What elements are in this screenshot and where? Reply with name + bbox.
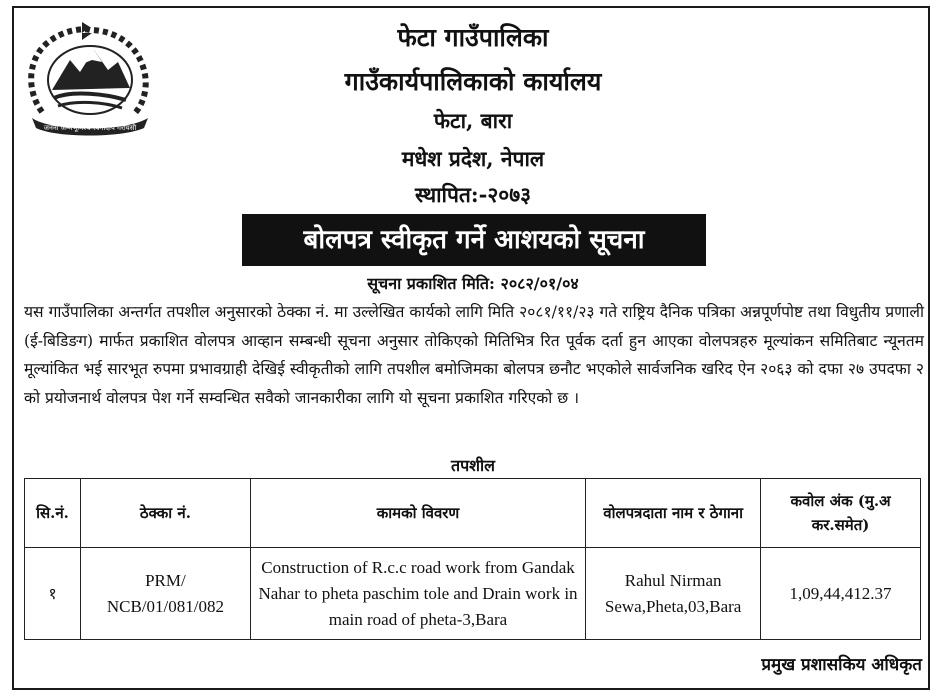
table-header-row xyxy=(25,479,921,548)
header-bidder: वोलपत्रदाता नाम र ठेगाना xyxy=(586,479,761,548)
province: मधेश प्रदेश, नेपाल xyxy=(401,146,545,171)
table-caption: तपशील xyxy=(450,456,496,475)
office-name: फेटा गाउँपालिका xyxy=(397,23,549,52)
executive-office: गाउँकार्यपालिकाको कार्यालय xyxy=(344,67,602,96)
established-year: स्थापित:-२०७३ xyxy=(414,182,532,207)
published-date: सूचना प्रकाशित मिति: २०८२/०१/०४ xyxy=(367,274,579,293)
cell-amount: 1,09,44,412.37 xyxy=(761,548,921,640)
cell-description: Construction of R.c.c road work from Gandak Nahar to pheta paschim tole and Drain work in main road of pheta-3,Bara xyxy=(250,548,585,640)
cell-bidder: Rahul Nirman Sewa,Pheta,03,Bara xyxy=(586,548,761,640)
notice-title: बोलपत्र स्वीकृत गर्ने आशयको सूचना xyxy=(242,214,706,266)
details-table xyxy=(24,478,921,640)
header-sn: सि.नं. xyxy=(25,479,81,548)
cell-contract-no: PRM/ NCB/01/081/082 xyxy=(80,548,250,640)
signatory: प्रमुख प्रशासकिय अधिकृत xyxy=(761,655,922,675)
header-amount: कवोल अंक (मु.अ कर.समेत) xyxy=(761,479,921,548)
emblem-motto: जननी जन्मभूमिश्च स्वर्गादपि गरीयसी xyxy=(43,124,137,132)
office-address: फेटा, बारा xyxy=(433,108,513,133)
header-contract-no: ठेक्का नं. xyxy=(80,479,250,548)
cell-sn: १ xyxy=(25,548,81,640)
notice-body: यस गाउँपालिका अन्तर्गत तपशील अनुसारको ठेक्का नं. मा उल्लेखित कार्यको लागि मिति २०८१/११/२३ गते राष्ट्रिय दैनिक पत्रिका अन्नपूर्णपोष्ट तथा विधुतीय प्रणाली (ई-बिडिङग) मार्फत प्रकाशित वोलपत्र आव्हान सम्बन्धी सूचना अनुसार तोकिएको मितिभित्र रित पूर्वक दर्ता हुन आएका वोलपत्रहरु मूल्यांकन समितिबाट न्यूनतम मूल्यांकित भई सारभूत रुपमा प्रभावग्राही देखिई स्वीकृतीको लागि तपशील बमोजिमका बोलपत्र छनौट भएकोले सार्वजनिक खरिद ऐन २०६३ को दफा २७ उपदफा २ को प्रयोजनार्थ वोलपत्र पेश गर्ने सम्वन्धित सवैको जानकारीका लागि यो सूचना प्रकाशित गरिएको छ । xyxy=(24,303,924,407)
header-description: कामको विवरण xyxy=(250,479,585,548)
table-row xyxy=(25,548,921,640)
